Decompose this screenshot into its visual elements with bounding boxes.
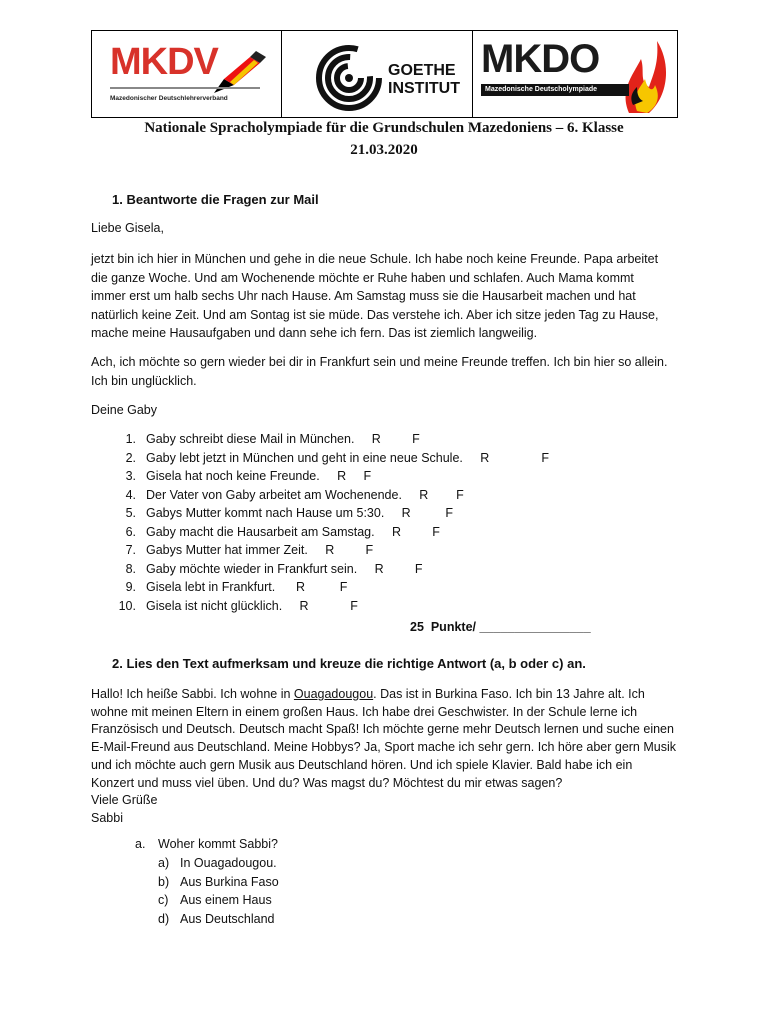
- mkdo-logo: [473, 31, 677, 117]
- mail-line: natürlich keine Zeit. Und am Sontag ist sie müde. Das verstehe ich. Aber ich sitze jeden Tag zu Hause,: [91, 307, 659, 322]
- mail-paragraph-2: [91, 353, 681, 390]
- question-item[interactable]: 5. Gabys Mutter kommt nach Hause um 5:30. R F: [125, 506, 454, 520]
- question-item[interactable]: 2. Gaby lebt jetzt in München und geht in eine neue Schule. R F: [125, 451, 550, 465]
- mail-line: immer erst um halb sechs Uhr nach Hause. Am Samstag muss sie die Hausarbeit machen und hat: [91, 289, 636, 304]
- question-item[interactable]: 7. Gabys Mutter hat immer Zeit. R F: [125, 543, 374, 557]
- text-line: Sabbi: [91, 810, 123, 825]
- multiple-choice-question: [135, 837, 278, 851]
- text-line: Hallo! Ich heiße Sabbi. Ich wohne in Ouagadougou. Das ist in Burkina Faso. Ich bin 13 Jahre alt. Ich: [91, 687, 645, 701]
- goethe-wordmark: [388, 62, 460, 98]
- question-item[interactable]: 1. Gaby schreibt diese Mail in München. R F: [125, 432, 420, 446]
- ouagadougou-link[interactable]: Ouagadougou: [293, 687, 374, 701]
- mkdo-subtitle: Mazedonische Deutscholympiade: [481, 84, 629, 96]
- goethe-line2: INSTITUT: [388, 80, 460, 97]
- question-item[interactable]: 10. Gisela ist nicht glücklich. R F: [118, 599, 358, 613]
- question-item[interactable]: 3. Gisela hat noch keine Freunde. R F: [125, 469, 372, 483]
- mail-greeting: Liebe Gisela,: [91, 221, 164, 235]
- mkdv-subtitle: Mazedonischer Deutschlehrerverband: [110, 95, 228, 102]
- text-line: Konzert und muss viel üben. Und du? Was magst du? Möchtest du mir etwas sagen?: [91, 775, 563, 790]
- text-line: Französisch und Deutsch. Deutsch macht Spaß! Ich möchte gerne mehr Deutsch lernen und suche einen: [91, 722, 674, 737]
- text-line: E-Mail-Freund aus Deutschland. Meine Hobbys? Ja, Sport mache ich sehr gern. Ich höre aber gern Musik: [91, 740, 677, 755]
- mkdv-logo-text: MKDV: [110, 41, 218, 83]
- section2-heading: 2. Lies den Text aufmerksam und kreuze die richtige Antwort (a, b oder c) an.: [112, 656, 586, 671]
- section1-heading: 1. Beantworte die Fragen zur Mail: [112, 192, 319, 207]
- exam-date: 21.03.2020: [350, 142, 418, 158]
- goethe-line1: GOETHE: [388, 62, 456, 79]
- question-text: Woher kommt Sabbi?: [158, 837, 278, 851]
- flame-icon: [619, 35, 669, 115]
- sabbi-text: [91, 686, 681, 828]
- mail-line: jetzt bin ich hier in München und gehe in die neue Schule. Ich habe noch keine Freunde. Papa arbeitet: [91, 252, 659, 266]
- divider: [110, 87, 260, 89]
- text-line: wohne mit meinen Eltern in einem großen Haus. Ich habe drei Geschwister. In der Schule lerne ich: [91, 704, 638, 719]
- question-item[interactable]: 6. Gaby macht die Hausarbeit am Samstag. R F: [125, 525, 440, 539]
- mkdv-logo: [92, 31, 282, 117]
- mail-line: mache meine Hausaufgaben und dann sehe ich fern. Das ist ziemlich langweilig.: [91, 326, 538, 341]
- mail-paragraph-1: [91, 250, 681, 343]
- mail-line: Ich bin unglücklich.: [91, 373, 197, 388]
- text-line: Viele Grüße: [91, 793, 158, 808]
- question-label: a.: [135, 837, 146, 851]
- logo-header: [91, 30, 678, 118]
- mail-closing: Deine Gaby: [91, 403, 158, 417]
- mkdo-logo-text: MKDO: [481, 37, 600, 81]
- answer-option[interactable]: d) Aus Deutschland: [158, 912, 275, 926]
- question-item[interactable]: 9. Gisela lebt in Frankfurt. R F: [125, 580, 348, 594]
- answer-option[interactable]: c) Aus einem Haus: [158, 893, 272, 907]
- answer-option[interactable]: a) In Ouagadougou.: [158, 856, 277, 870]
- question-item[interactable]: 8. Gaby möchte wieder in Frankfurt sein. R F: [125, 562, 423, 576]
- goethe-logo: [282, 31, 473, 117]
- goethe-spiral-icon: [316, 45, 382, 111]
- answer-option[interactable]: b) Aus Burkina Faso: [158, 875, 279, 889]
- page-title: Nationale Spracholympiade für die Grundschulen Mazedoniens – 6. Klasse: [144, 120, 624, 136]
- text-line: und ich möchte auch gern Musik aus Deutschland hören. Und ich spiele Klavier. Bald habe ich ein: [91, 757, 633, 772]
- mail-line: Ach, ich möchte so gern wieder bei dir in Frankfurt sein und meine Freunde treffen. Ich bin hier so allein.: [91, 355, 668, 369]
- question-item[interactable]: 4. Der Vater von Gaby arbeitet am Wochenende. R F: [125, 488, 464, 502]
- points-field[interactable]: 25 Punkte/ ________________: [410, 620, 591, 634]
- mail-line: die ganze Woche. Und am Wochenende möchte er Ruhe haben und schlafen. Auch Mama kommt: [91, 270, 634, 285]
- pen-icon: [210, 49, 270, 97]
